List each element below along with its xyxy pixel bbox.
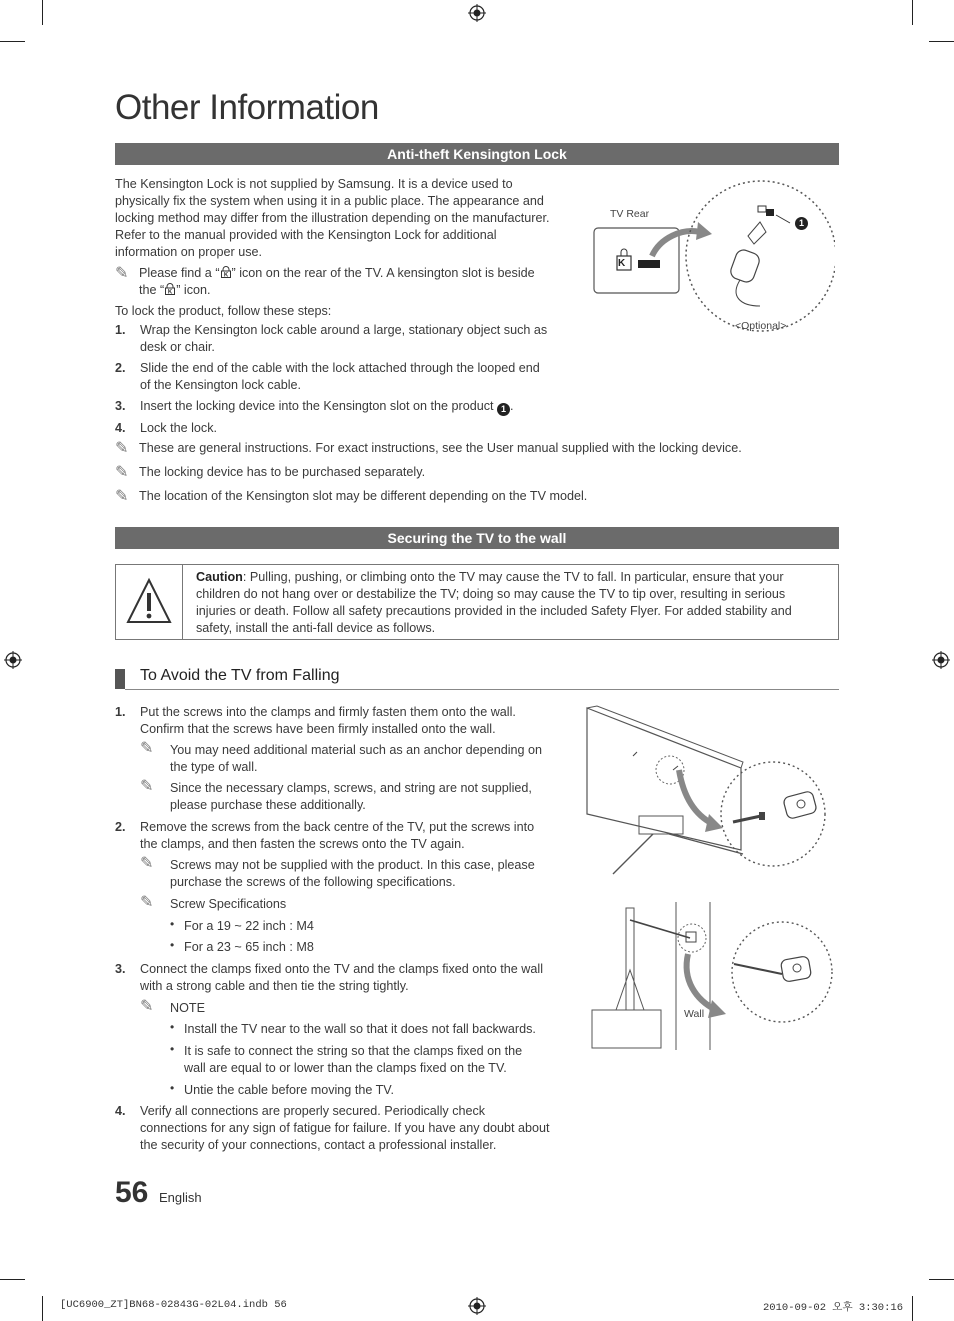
caution-divider <box>182 565 183 639</box>
bullet-icon: • <box>170 917 175 931</box>
step-number: 4. <box>115 421 126 435</box>
caution-text <box>196 569 832 637</box>
step-number: 3. <box>115 962 126 976</box>
registration-mark-icon <box>4 651 22 669</box>
step-line: Confirm that the screws have been firmly installed onto the wall. <box>140 722 496 736</box>
caution-line: : Pulling, pushing, or climbing onto the TV may cause the TV to fall. In particular, ensure that your <box>242 570 784 584</box>
wall-step <box>115 1103 570 1154</box>
kensington-note <box>115 440 835 457</box>
bullet-icon: • <box>170 1042 175 1056</box>
step-line: Insert the locking device into the Kensington slot on the product <box>140 399 498 413</box>
bullet-text: Untie the cable before moving the TV. <box>184 1083 395 1097</box>
caution-box <box>115 564 839 640</box>
kensington-figure <box>590 176 835 341</box>
bullet-icon: • <box>170 1020 175 1034</box>
step-number: 2. <box>115 361 126 375</box>
crop-mark <box>929 41 954 42</box>
pencil-note-icon: ✎ <box>140 740 154 757</box>
note-text: The location of the Kensington slot may be different depending on the TV model. <box>139 489 588 503</box>
callout-badge: 1 <box>497 403 510 416</box>
crop-mark <box>0 1279 25 1280</box>
bullet-icon: • <box>170 938 175 952</box>
spec-bullet <box>170 939 570 956</box>
step-line: Remove the screws from the back centre of the TV, put the screws into <box>140 820 535 834</box>
step-number: 2. <box>115 820 126 834</box>
step-line: of the Kensington lock cable. <box>140 378 302 392</box>
note-bullet <box>170 1043 570 1077</box>
step-number: 4. <box>115 1104 126 1118</box>
subheading-marker <box>115 669 125 689</box>
kensington-note <box>115 265 575 299</box>
bullet-text: wall are equal to or lower than the clamps fixed on the TV. <box>184 1061 507 1075</box>
wall-note <box>140 857 570 891</box>
steps-intro: To lock the product, follow these steps: <box>115 304 332 318</box>
note-text: ” icon on the rear of the TV. A kensington slot is beside <box>231 266 535 280</box>
step-line: the security of your connections, contact a professional installer. <box>140 1138 497 1152</box>
intro-line: locking method may differ from the illustration depending on the manufacturer. <box>115 211 550 225</box>
spec-text: For a 19 ~ 22 inch : M4 <box>184 919 314 933</box>
wall-label: Wall <box>684 1008 705 1020</box>
intro-line: The Kensington Lock is not supplied by Samsung. It is a device used to <box>115 177 513 191</box>
subheading-text: To Avoid the TV from Falling <box>140 667 340 684</box>
spec-bullet <box>170 918 570 935</box>
kensington-lock-icon <box>164 283 176 295</box>
step-line: Put the screws into the clamps and firmly fasten them onto the wall. <box>140 705 516 719</box>
kensington-step <box>115 360 575 394</box>
subheading-rule <box>125 689 839 690</box>
pencil-note-icon: ✎ <box>115 440 129 457</box>
step-number: 1. <box>115 323 126 337</box>
svg-text:K: K <box>223 272 228 278</box>
kensington-intro <box>115 176 575 261</box>
kensington-note <box>115 488 835 505</box>
kensington-illustration <box>590 176 835 341</box>
kensington-step <box>115 322 575 356</box>
crop-mark <box>929 1279 954 1280</box>
wall-note <box>140 742 570 776</box>
step-line: Lock the lock. <box>140 421 218 435</box>
caution-label: Caution <box>196 570 243 584</box>
wall-note <box>140 780 570 814</box>
step-line: connections for any sign of fatigue for failure. If you have any doubt about <box>140 1121 550 1135</box>
page-title: Other Information <box>115 88 379 127</box>
svg-text:K: K <box>168 289 173 295</box>
note-line: purchase the screws of the following specifications. <box>170 875 456 889</box>
optional-label: <Optional> <box>735 320 787 332</box>
callout-badge: 1 <box>795 217 808 230</box>
pencil-note-icon: ✎ <box>140 855 154 872</box>
k-label: K <box>618 258 626 269</box>
caution-line: children do not hang over or destabilize the TV; doing so may cause the TV to tip over, resulting in serious <box>196 587 786 601</box>
note-line: Screw Specifications <box>170 897 287 911</box>
pencil-note-icon: ✎ <box>115 265 129 282</box>
note-label: NOTE <box>170 1001 205 1015</box>
wall-note <box>140 1000 570 1017</box>
step-line: Slide the end of the cable with the lock attached through the looped end <box>140 361 540 375</box>
page-number: 56 <box>115 1176 149 1209</box>
kensington-step <box>115 420 575 437</box>
kensington-note <box>115 464 835 481</box>
note-bullet <box>170 1021 570 1038</box>
crop-mark <box>912 1296 913 1321</box>
pencil-note-icon: ✎ <box>140 998 154 1015</box>
note-text: the “ <box>139 283 165 297</box>
tv-clamp-illustration <box>583 704 835 884</box>
footer-language: English <box>159 1190 202 1205</box>
slug-filename: [UC6900_ZT]BN68-02843G-02L04.indb 56 <box>60 1299 287 1311</box>
crop-mark <box>42 1296 43 1321</box>
note-line: the type of wall. <box>170 760 258 774</box>
note-text: The locking device has to be purchased separately. <box>139 465 426 479</box>
note-line: please purchase these additionally. <box>170 798 366 812</box>
note-text: ” icon. <box>176 283 211 297</box>
spec-text: For a 23 ~ 65 inch : M8 <box>184 940 314 954</box>
wall-step <box>115 819 565 853</box>
note-line: You may need additional material such as an anchor depending on <box>170 743 543 757</box>
note-line: Screws may not be supplied with the product. In this case, please <box>170 858 535 872</box>
crop-mark <box>42 0 43 25</box>
registration-mark-icon <box>468 4 486 22</box>
step-line: desk or chair. <box>140 340 215 354</box>
pencil-note-icon: ✎ <box>115 488 129 505</box>
note-text: These are general instructions. For exact instructions, see the User manual supplied with the locking device. <box>139 441 742 455</box>
crop-mark <box>912 0 913 25</box>
section-header-kensington: Anti-theft Kensington Lock <box>115 143 839 165</box>
step-line: Wrap the Kensington lock cable around a large, stationary object such as <box>140 323 548 337</box>
intro-line: information on proper use. <box>115 245 263 259</box>
note-line: Since the necessary clamps, screws, and string are not supplied, <box>170 781 532 795</box>
intro-line: physically fix the system when using it in a public place. The appearance and <box>115 194 544 208</box>
pencil-note-icon: ✎ <box>140 894 154 911</box>
bullet-text: Install the TV near to the wall so that it does not fall backwards. <box>184 1022 536 1036</box>
step-line: . <box>510 399 514 413</box>
step-number: 1. <box>115 705 126 719</box>
caution-line: injuries or death. Follow all safety precautions provided in the included Safety Flyer. For added stability and <box>196 604 792 618</box>
registration-mark-icon <box>468 1297 486 1315</box>
wall-step <box>115 961 565 995</box>
bullet-text: It is safe to connect the string so that the clamps fixed on the <box>184 1044 523 1058</box>
kensington-lock-icon <box>220 266 232 278</box>
slug-timestamp: 2010-09-02 오후 3:30:16 <box>763 1302 904 1314</box>
wall-step <box>115 704 565 738</box>
note-text: Please find a “ <box>139 266 220 280</box>
step-number: 3. <box>115 399 126 413</box>
wall-note <box>140 896 570 913</box>
warning-triangle-icon <box>126 577 172 625</box>
kensington-step <box>115 398 575 416</box>
wall-string-illustration <box>586 900 836 1055</box>
section-header-wall: Securing the TV to the wall <box>115 527 839 549</box>
pencil-note-icon: ✎ <box>140 778 154 795</box>
caution-line: safety, install the anti-fall device as follows. <box>196 621 436 635</box>
registration-mark-icon <box>932 651 950 669</box>
step-line: Verify all connections are properly secured. Periodically check <box>140 1104 486 1118</box>
bullet-icon: • <box>170 1081 175 1095</box>
crop-mark <box>0 41 25 42</box>
note-bullet <box>170 1082 570 1099</box>
intro-line: Refer to the manual provided with the Kensington Lock for additional <box>115 228 497 242</box>
pencil-note-icon: ✎ <box>115 464 129 481</box>
step-line: the clamps, and then fasten the screws onto the TV again. <box>140 837 465 851</box>
step-line: with a strong cable and then tie the string tightly. <box>140 979 409 993</box>
tv-rear-label: TV Rear <box>610 208 650 220</box>
step-line: Connect the clamps fixed onto the TV and the clamps fixed onto the wall <box>140 962 543 976</box>
